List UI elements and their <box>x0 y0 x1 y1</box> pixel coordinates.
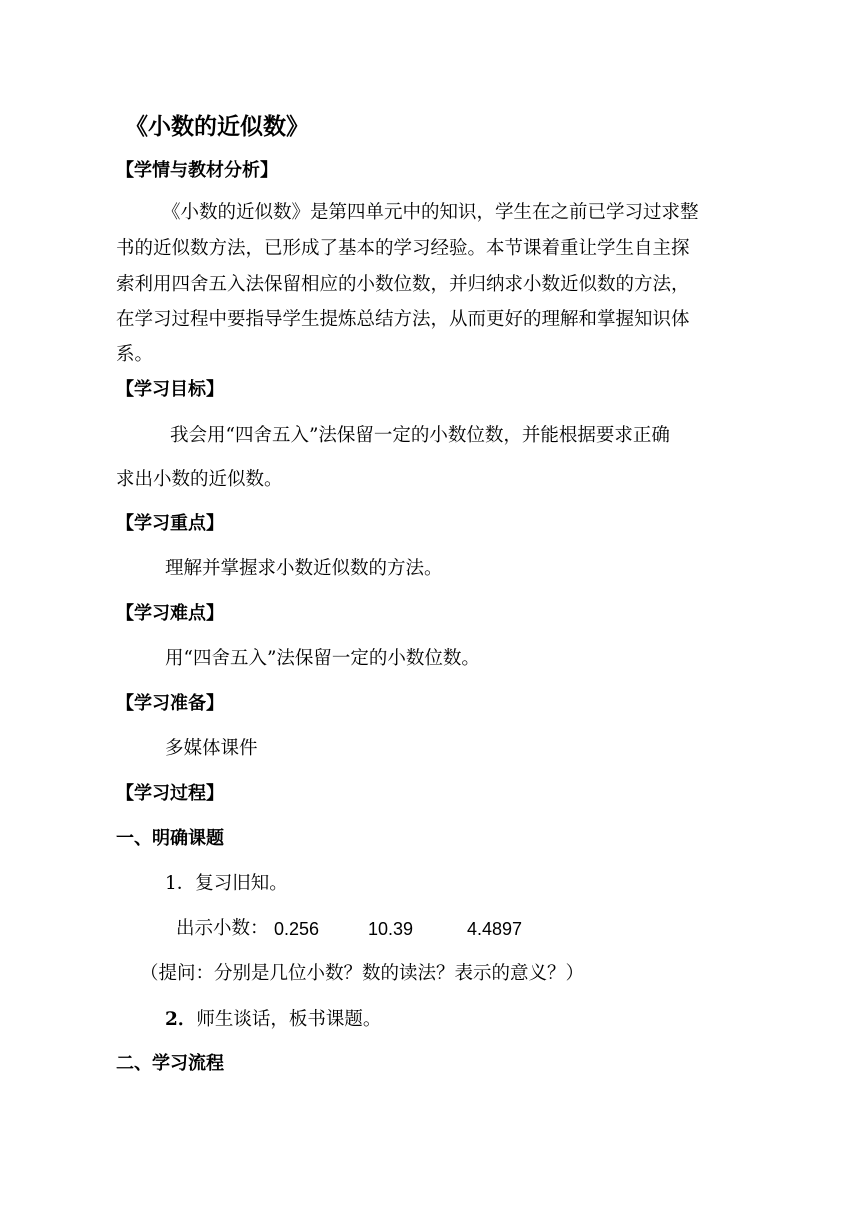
preparation-text: 多媒体课件 <box>165 738 258 759</box>
analysis-line-2: 书的近似数方法，已形成了基本的学习经验。本节课着重让学生自主探 <box>116 238 690 259</box>
preparation-heading: 【学习准备】 <box>116 693 224 714</box>
talk-item-text: 师生谈话，板书课题。 <box>196 1009 382 1030</box>
part1-heading: 一、明确课题 <box>116 828 224 849</box>
document-title: 《小数的近似数》 <box>125 113 309 140</box>
objective-heading: 【学习目标】 <box>116 379 224 400</box>
review-item: 1．复习旧知。 <box>165 873 288 894</box>
talk-item <box>165 1011 381 1030</box>
analysis-line-5: 系。 <box>116 344 154 365</box>
question-text: （提问：分别是几位小数？数的读法？表示的意义？） <box>140 963 585 984</box>
show-decimals-label: 出示小数： <box>176 918 269 939</box>
analysis-line-3: 索利用四舍五入法保留相应的小数位数，并归纳求小数近似数的方法， <box>116 274 690 295</box>
analysis-line-1: 《小数的近似数》是第四单元中的知识，学生在之前已学习过求整 <box>162 202 699 223</box>
difficulty-text: 用“四舍五入”法保留一定的小数位数。 <box>165 648 480 669</box>
decimal-2: 10.39 <box>368 919 414 939</box>
difficulty-heading: 【学习难点】 <box>116 603 224 624</box>
objective-line-2: 求出小数的近似数。 <box>116 469 283 490</box>
analysis-heading: 【学情与教材分析】 <box>116 160 278 181</box>
analysis-line-4: 在学习过程中要指导学生提炼总结方法，从而更好的理解和掌握知识体 <box>116 309 690 330</box>
process-heading: 【学习过程】 <box>116 783 224 804</box>
decimal-1: 0.256 <box>274 919 320 939</box>
key-point-text: 理解并掌握求小数近似数的方法。 <box>165 558 443 579</box>
decimal-3: 4.4897 <box>467 919 523 939</box>
objective-line-1: 我会用“四舍五入”法保留一定的小数位数，并能根据要求正确 <box>170 425 670 446</box>
part2-heading: 二、学习流程 <box>116 1053 224 1074</box>
talk-item-number: 2． <box>165 1009 197 1030</box>
key-point-heading: 【学习重点】 <box>116 513 224 534</box>
